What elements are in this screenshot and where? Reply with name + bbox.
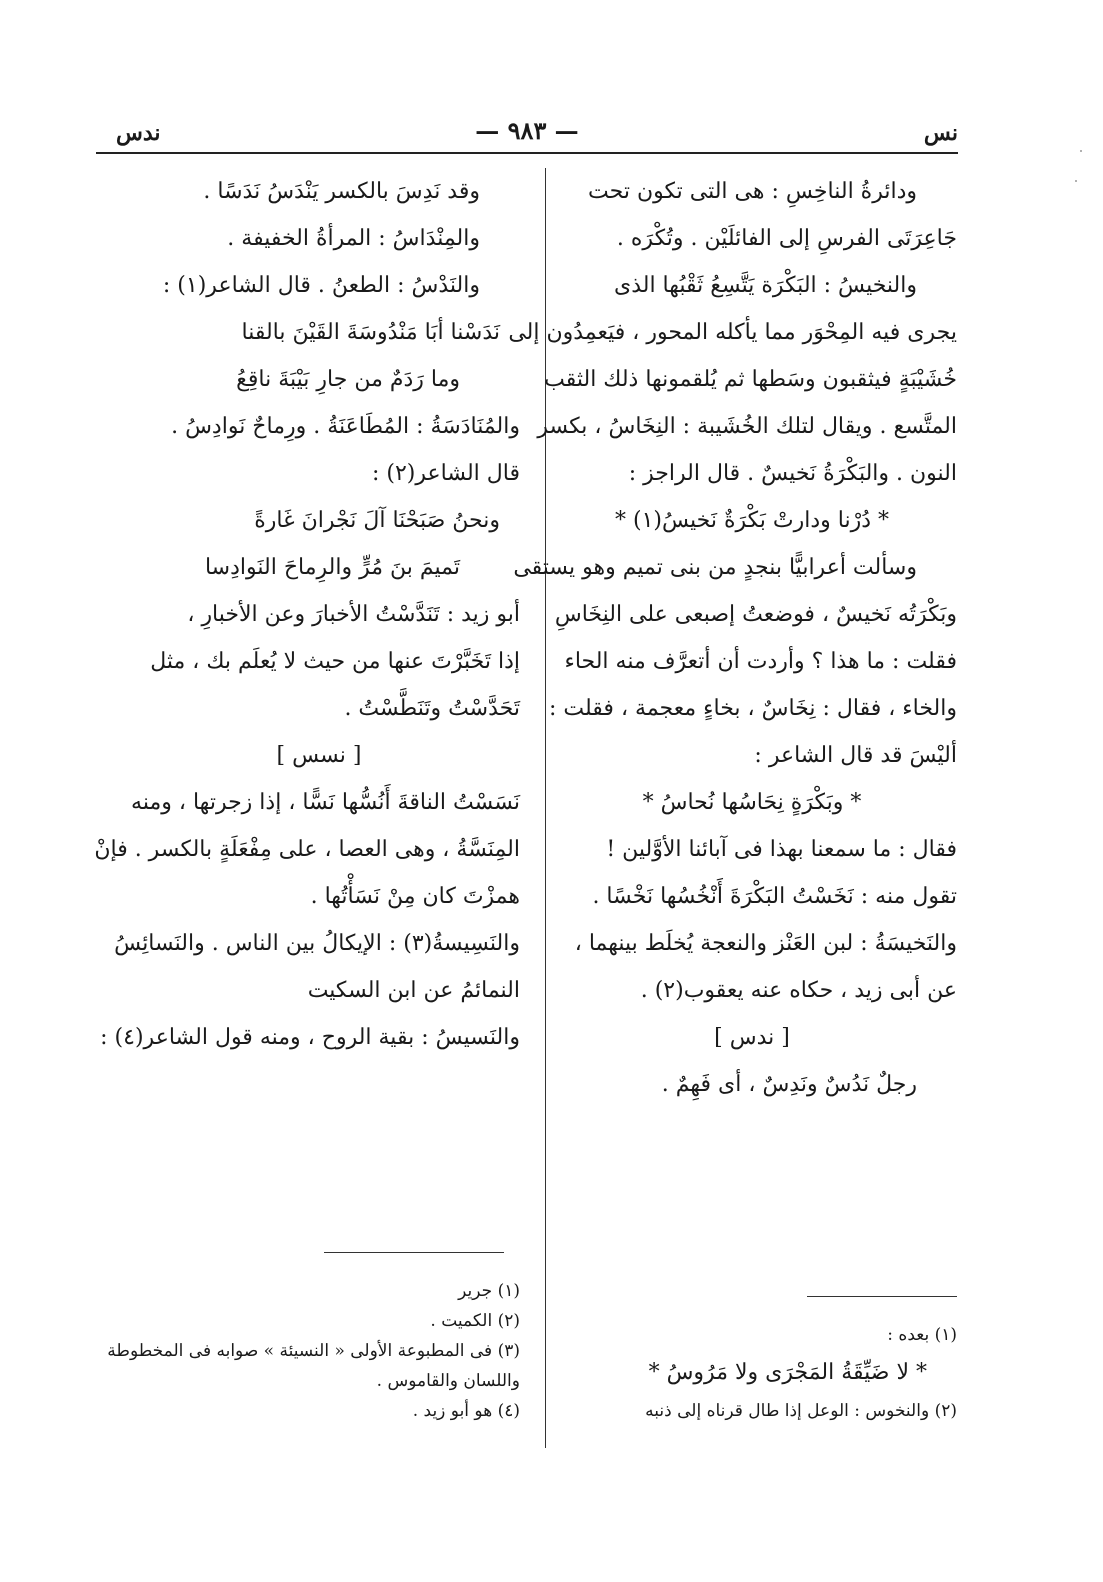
text-line: قال الشاعر(٢) :: [371, 461, 520, 486]
text-line: وسألت أعرابيًّا بنجدٍ من بنى تميم وهو يستقى: [513, 555, 917, 580]
right-column: [508, 168, 957, 1108]
footnote-verse: * لا ضَيِّقَةُ المَجْرَى ولا مَرُوسُ *: [648, 1360, 927, 1385]
footnote: (١) بعده :: [887, 1325, 957, 1345]
text-line: والنَسِيسةُ(٣) : الإيكالُ بين الناس . والنَسائِسُ: [114, 931, 520, 956]
text-line: وبَكْرَتُه نَخيسٌ ، فوضعتُ إصبعى على النِخَاسِ: [554, 602, 957, 627]
text-line: فقلت : ما هذا ؟ وأردت أن أتعرَّف منه الحاء: [564, 649, 957, 674]
footnote: (٢) الكميت .: [430, 1311, 520, 1331]
text-line: والنَسيسُ : بقية الروح ، ومنه قول الشاعر(٤) :: [100, 1025, 520, 1050]
text-line: المِنَسَّةُ ، وهى العصا ، على مِفْعَلَةٍ بالكسر . فإنْ: [94, 837, 520, 862]
text-line: يجرى فيه المِحْوَر مما يأكله المحور ، فيَعمِدُون إلى: [508, 320, 957, 345]
page-number: — ٩٨٣ —: [475, 116, 579, 145]
text-line: جَاعِرَتَى الفرسِ إلى الفائلَيْن . وتُكْرَه .: [616, 226, 957, 251]
footnote: (٤) هو أبو زيد .: [412, 1401, 520, 1421]
header-rule: [96, 152, 958, 154]
text-line: والمُنَادَسَةُ : المُطَاعَنَةُ . ورِماحٌ نَوادِسُ .: [171, 414, 520, 439]
header-root-word-right: نس: [923, 120, 958, 146]
footnote-rule-right: [807, 1296, 957, 1297]
scan-speck: [1075, 180, 1077, 182]
footnote: واللسان والقاموس .: [376, 1371, 520, 1391]
text-line: فقال : ما سمعنا بهذا فى آبائنا الأوَّلين !: [606, 837, 957, 862]
text-line: والمِنْدَاسُ : المرأةُ الخفيفة .: [227, 226, 480, 251]
verse-line: * دُرْنا ودارتْ بَكْرَةٌ نَخيسُ(١) *: [614, 508, 890, 533]
footnote: (٣) فى المطبوعة الأولى « النسيئة » صوابه فى المخطوطة: [107, 1341, 520, 1361]
text-line: ودائرةُ الناخِسِ : هى التى تكون تحت: [588, 179, 917, 204]
text-line: تقول منه : نَخَسْتُ البَكْرَةَ أَنْخُسُها نَخْسًا .: [592, 884, 957, 909]
text-line: تَحَدَّسْتُ وتَنَطَّسْتُ .: [344, 696, 520, 721]
footnote: (١) جرير: [458, 1281, 520, 1301]
text-line: وقد نَدِسَ بالكسر يَنْدَسُ نَدَسًا .: [203, 179, 480, 204]
verse-line: * وبَكْرَةٍ نِحَاسُها نُحاسُ *: [642, 790, 862, 815]
text-line: والنخيسُ : البَكْرَة يَتَّسِعُ ثَقْبُها الذى: [613, 273, 917, 298]
text-line: نَسَسْتُ الناقةَ أَنُسُّها نَسًّا ، إذا زجرتها ، ومنه: [131, 790, 520, 815]
text-line: والخاء ، فقال : نِخَاسٌ ، بخاءٍ معجمة ، فقلت :: [549, 696, 957, 721]
text-line: أليْسَ قد قال الشاعر :: [754, 743, 957, 768]
left-column: [94, 168, 520, 1061]
verse-line: تَميمَ بنَ مُرٍّ والرِماحَ النَوادِسا: [204, 555, 460, 580]
text-line: المتَّسع . ويقال لتلك الخُشَيبة : النِخَاسُ ، بكسر: [537, 414, 957, 439]
footnote-rule-left: [324, 1252, 504, 1253]
verse-line: نَدَسْنا أبَا مَنْدُوسَةَ القَيْنَ بالقنا: [241, 320, 500, 345]
text-line: أبو زيد : تَنَدَّسْتُ الأخبارَ وعن الأخبارِ ،: [187, 602, 520, 627]
text-line: النمائمُ عن ابن السكيت: [307, 978, 520, 1003]
footnote: (٢) والنخوس : الوعل إذا طال قرناه إلى ذنبه: [645, 1401, 957, 1421]
text-line: خُشَيْبَةٍ فيثقبون وسَطها ثم يُلقمونها ذلك الثقب: [544, 367, 957, 392]
text-line: والنَدْسُ : الطعنُ . قال الشاعر(١) :: [162, 273, 480, 298]
page-header: [96, 112, 958, 152]
footnotes-left: [107, 1276, 520, 1426]
text-line: عن أبى زيد ، حكاه عنه يعقوب(٢) .: [640, 978, 957, 1003]
text-line: همزْتَ كان مِنْ نَسَأْتُها .: [310, 884, 520, 909]
text-line: إذا تَخَبَّرْتَ عنها من حيث لا يُعلَم بك ، مثل: [150, 649, 520, 674]
entry-heading: [ نسس ]: [276, 743, 362, 768]
verse-line: ونحنُ صَبَحْنَا آلَ نَجْرانَ غَارةً: [254, 508, 500, 533]
text-line: النون . والبَكْرَةُ نَخيسٌ . قال الراجز :: [628, 461, 957, 486]
entry-heading: [ ندس ]: [714, 1025, 790, 1050]
text-line: والنَخيسَةُ : لبن العَنْز والنعجة يُخلَط بينهما ،: [574, 931, 957, 956]
header-root-word-left: ندس: [116, 120, 161, 146]
text-line: رجلٌ نَدُسٌ ونَدِسٌ ، أى فَهِمٌ .: [661, 1072, 917, 1097]
verse-line: وما رَدَمٌ من جارِ بَيْبَةَ ناقِعُ: [236, 367, 460, 392]
scan-speck: [1080, 150, 1082, 152]
footnotes-right: [547, 1320, 957, 1426]
